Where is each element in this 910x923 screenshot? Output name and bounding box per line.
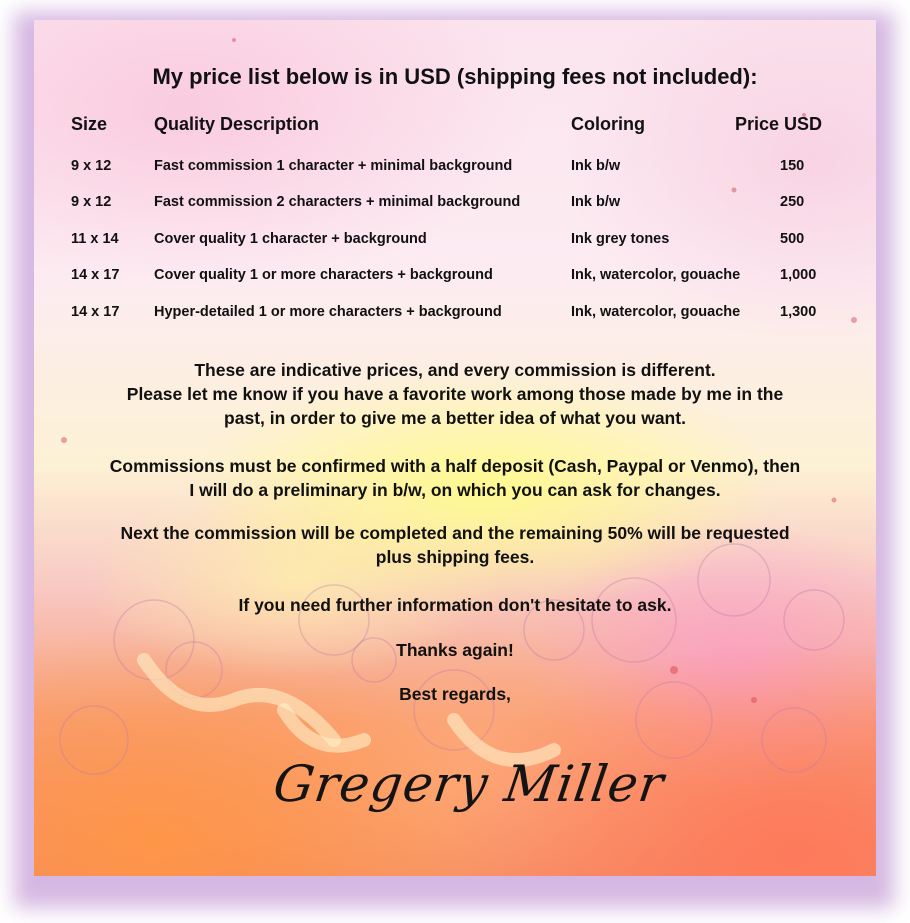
header-coloring: Coloring (571, 114, 645, 134)
regards-text: Best regards, (399, 684, 511, 704)
deposit-line-2: I will do a preliminary in b/w, on which you can ask for changes. (189, 480, 721, 500)
row-3-price: 500 (780, 231, 805, 247)
row-2-quality: Fast commission 2 characters + minimal background (154, 194, 521, 210)
row-2-coloring: Ink b/w (571, 194, 621, 210)
indicative-line-2: Please let me know if you have a favorite work among those made by me in the (126, 384, 784, 404)
further-info-text: If you need further information don't hesitate to ask. (238, 595, 672, 615)
price-list-card (34, 20, 876, 876)
row-1-coloring: Ink b/w (571, 158, 621, 174)
row-3-quality: Cover quality 1 character + background (154, 231, 427, 247)
completion-line-2: plus shipping fees. (375, 547, 535, 567)
thanks-text: Thanks again! (396, 640, 514, 660)
indicative-line-3: past, in order to give me a better idea of what you want. (224, 408, 686, 428)
row-1-size: 9 x 12 (71, 158, 112, 174)
indicative-line-1: These are indicative prices, and every commission is different. (194, 360, 716, 380)
header-price: Price USD (735, 114, 823, 134)
signature: Gregery Miller (269, 755, 668, 813)
price-list-headline: My price list below is in USD (shipping fees not included): (152, 64, 758, 89)
row-4-price: 1,000 (780, 267, 817, 283)
row-4-coloring: Ink, watercolor, gouache (571, 267, 741, 283)
row-5-coloring: Ink, watercolor, gouache (571, 304, 741, 320)
header-size: Size (71, 114, 108, 134)
row-3-size: 11 x 14 (71, 231, 119, 247)
row-4-quality: Cover quality 1 or more characters + background (154, 267, 493, 283)
header-quality: Quality Description (154, 114, 320, 134)
row-5-quality: Hyper-detailed 1 or more characters + background (154, 304, 502, 320)
deposit-line-1: Commissions must be confirmed with a half deposit (Cash, Paypal or Venmo), then (109, 456, 801, 476)
row-1-quality: Fast commission 1 character + minimal background (154, 158, 513, 174)
completion-line-1: Next the commission will be completed and the remaining 50% will be requested (120, 523, 790, 543)
row-1-price: 150 (780, 158, 805, 174)
row-2-price: 250 (780, 194, 805, 210)
row-2-size: 9 x 12 (71, 194, 112, 210)
row-3-coloring: Ink grey tones (571, 231, 670, 247)
row-5-size: 14 x 17 (71, 304, 120, 320)
row-4-size: 14 x 17 (71, 267, 120, 283)
row-5-price: 1,300 (780, 304, 817, 320)
